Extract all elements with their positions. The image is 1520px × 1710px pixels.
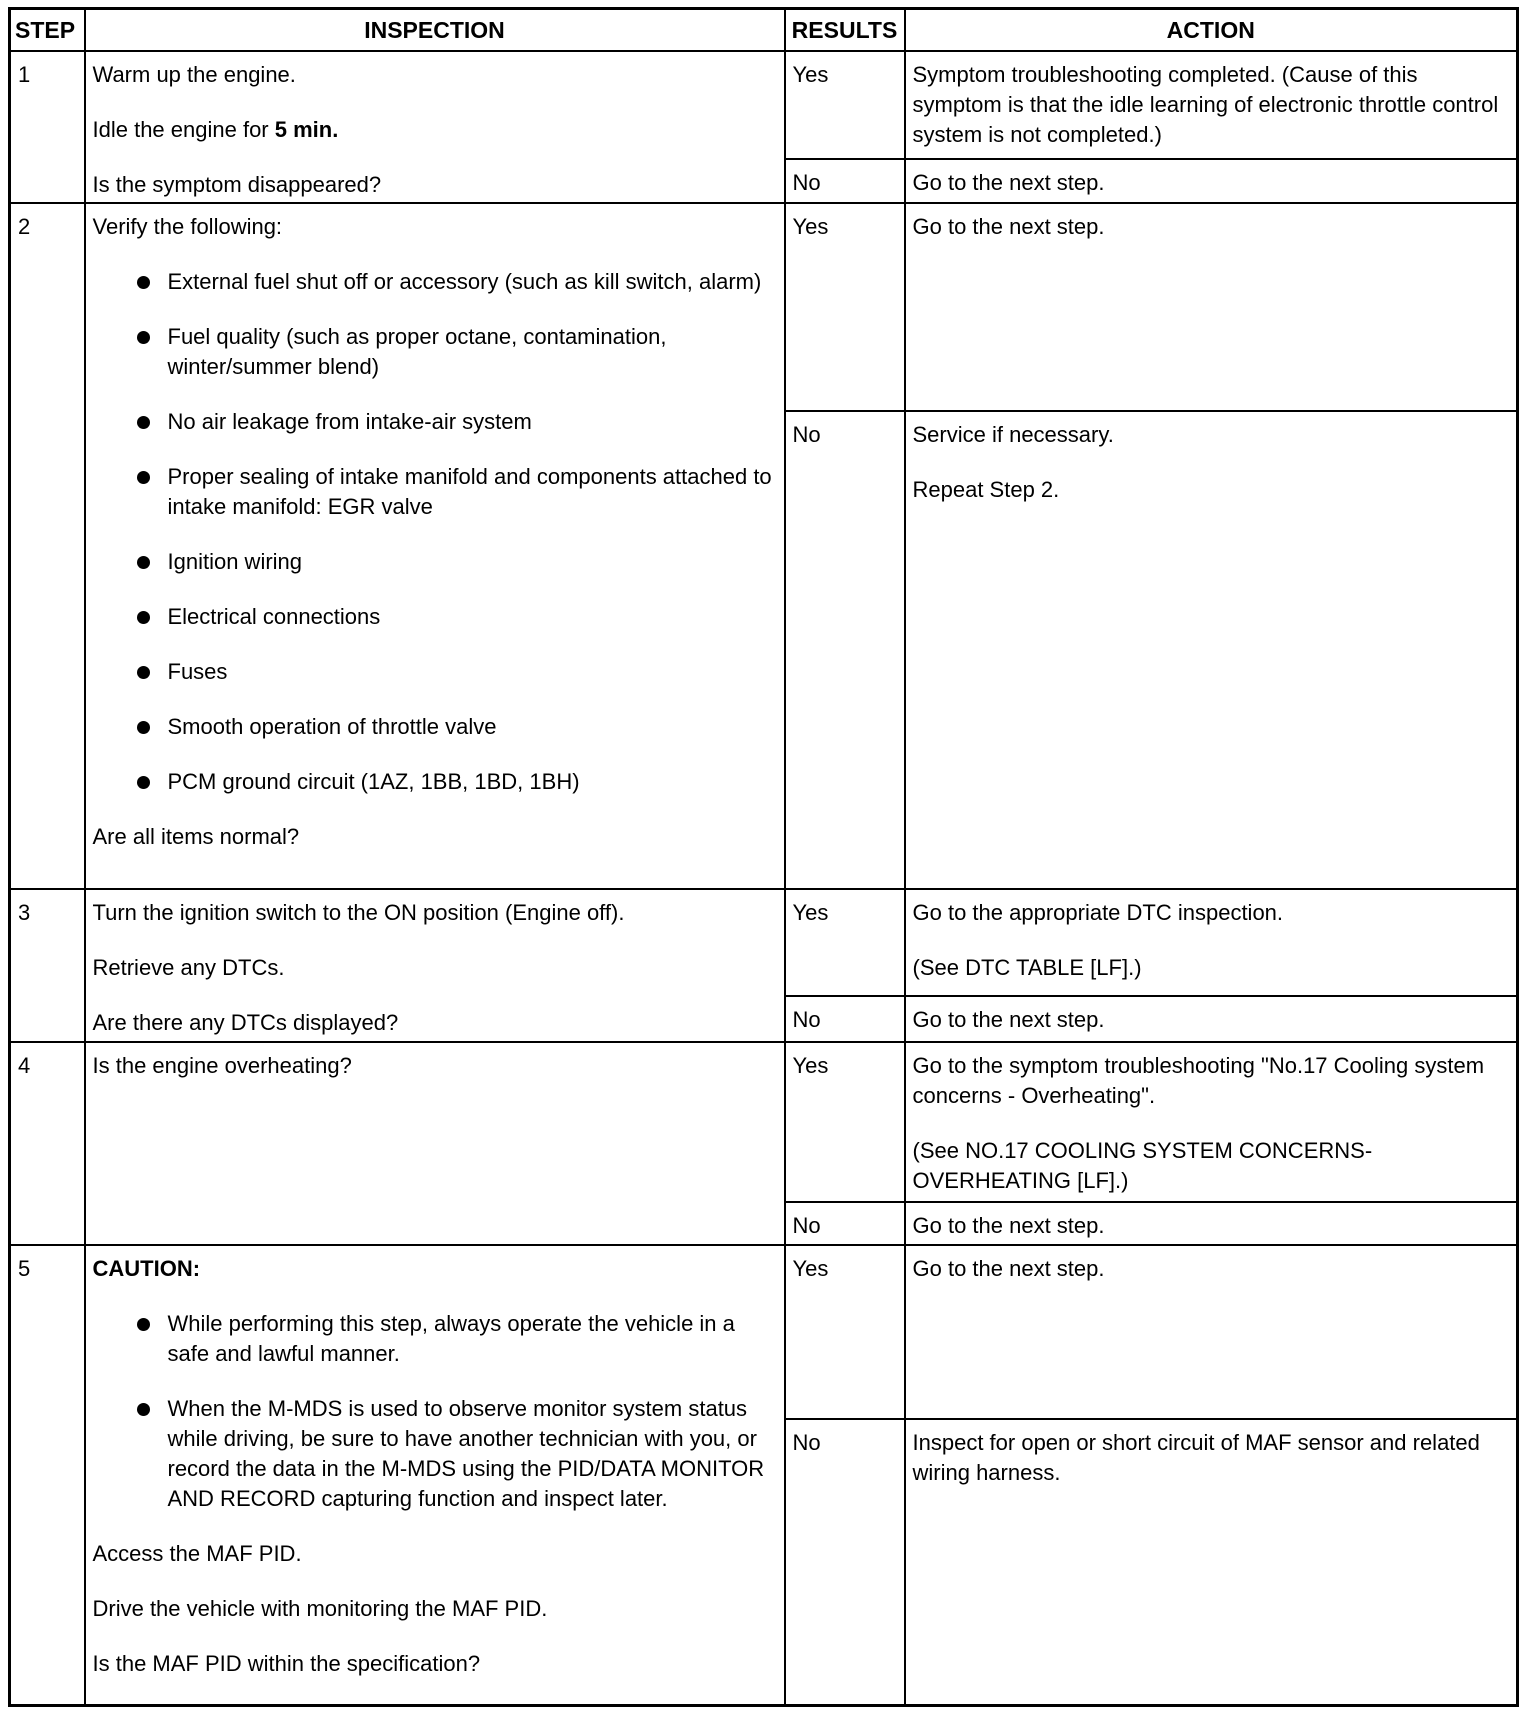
bullet-icon (137, 721, 150, 734)
list-item: Ignition wiring (93, 547, 777, 577)
inspection-cell (85, 1245, 785, 1706)
inspection-text-prefix: Idle the engine for (92, 116, 275, 142)
inspection-question: Is the engine overheating? (92, 1052, 352, 1078)
inspection-text (93, 115, 777, 145)
step-number: 4 (10, 1042, 85, 1245)
action-text: Go to the next step. (905, 1202, 1518, 1245)
action-text: Go to the next step. (905, 159, 1518, 202)
action-text: Go to the appropriate DTC inspection. (912, 899, 1284, 925)
action-cell (905, 889, 1518, 996)
inspection-question: Is the MAF PID within the specification? (92, 1650, 481, 1676)
list-item: When the M-MDS is used to observe monitor system status while driving, be sure to have another technician with you, or record the data in the M-MDS using the PID/DATA MONITOR AND RECORD capturing function and inspect later. (93, 1394, 777, 1514)
inspection-cell (85, 51, 785, 203)
result-yes: Yes (785, 1042, 905, 1202)
caution-label: CAUTION: (92, 1255, 201, 1281)
bullet-icon (137, 331, 150, 344)
caution-list (93, 1309, 777, 1514)
action-text: (See DTC TABLE [LF].) (912, 954, 1142, 980)
bullet-icon (137, 1403, 150, 1416)
header-step: STEP (10, 9, 85, 51)
step-number: 1 (10, 51, 85, 203)
inspection-text: Drive the vehicle with monitoring the MAF PID. (92, 1595, 548, 1621)
inspection-text: Warm up the engine. (92, 61, 296, 87)
table-row (10, 203, 1518, 411)
table-row (10, 51, 1518, 160)
list-item: Proper sealing of intake manifold and components attached to intake manifold: EGR valve (93, 462, 777, 522)
troubleshooting-table (8, 7, 1519, 1707)
result-yes: Yes (785, 203, 905, 411)
list-item: Electrical connections (93, 602, 777, 632)
result-no: No (785, 159, 905, 202)
header-inspection: INSPECTION (85, 9, 785, 51)
action-text: Go to the symptom troubleshooting "No.17 Cooling system concerns - Overheating". (912, 1052, 1485, 1108)
result-no: No (785, 996, 905, 1042)
result-no: No (785, 411, 905, 889)
action-text: Go to the next step. (905, 1245, 1518, 1419)
action-cell (905, 411, 1518, 889)
header-action: ACTION (905, 9, 1518, 51)
inspection-cell (85, 1042, 785, 1245)
list-item: PCM ground circuit (1AZ, 1BB, 1BD, 1BH) (93, 767, 777, 797)
list-item: No air leakage from intake-air system (93, 407, 777, 437)
inspection-text: Verify the following: (92, 213, 283, 239)
action-text: Service if necessary. (912, 421, 1114, 447)
inspection-text: Access the MAF PID. (92, 1540, 302, 1566)
list-item: While performing this step, always operate the vehicle in a safe and lawful manner. (93, 1309, 777, 1369)
action-text: Go to the next step. (905, 996, 1518, 1042)
result-no: No (785, 1419, 905, 1706)
bullet-icon (137, 471, 150, 484)
bullet-icon (137, 611, 150, 624)
bullet-icon (137, 666, 150, 679)
inspection-question: Are all items normal? (92, 823, 300, 849)
list-item: External fuel shut off or accessory (such as kill switch, alarm) (93, 267, 777, 297)
bullet-icon (137, 556, 150, 569)
inspection-cell (85, 203, 785, 889)
result-yes: Yes (785, 51, 905, 160)
table-row (10, 1245, 1518, 1419)
result-yes: Yes (785, 889, 905, 996)
list-item: Smooth operation of throttle valve (93, 712, 777, 742)
table-row (10, 1042, 1518, 1202)
bullet-icon (137, 276, 150, 289)
action-text: Symptom troubleshooting completed. (Cause of this symptom is that the idle learning of electronic throttle control system is not completed.) (905, 51, 1518, 160)
action-text: Repeat Step 2. (912, 476, 1060, 502)
step-number: 3 (10, 889, 85, 1042)
step-number: 5 (10, 1245, 85, 1706)
inspection-cell (85, 889, 785, 1042)
inspection-bold-value: 5 min. (274, 116, 339, 142)
checklist (93, 267, 777, 797)
inspection-text: Turn the ignition switch to the ON position (Engine off). (92, 899, 625, 925)
inspection-question: Is the symptom disappeared? (92, 171, 382, 197)
action-text: Inspect for open or short circuit of MAF sensor and related wiring harness. (905, 1419, 1518, 1706)
result-yes: Yes (785, 1245, 905, 1419)
result-no: No (785, 1202, 905, 1245)
inspection-question: Are there any DTCs displayed? (92, 1009, 399, 1035)
action-text: (See NO.17 COOLING SYSTEM CONCERNS-OVERHEATING [LF].) (912, 1137, 1373, 1193)
bullet-icon (137, 416, 150, 429)
list-item: Fuses (93, 657, 777, 687)
step-number: 2 (10, 203, 85, 889)
table-row (10, 889, 1518, 996)
bullet-icon (137, 776, 150, 789)
inspection-text: Retrieve any DTCs. (92, 954, 285, 980)
action-cell (905, 1042, 1518, 1202)
bullet-icon (137, 1318, 150, 1331)
header-row (10, 9, 1518, 51)
action-text: Go to the next step. (905, 203, 1518, 411)
header-results: RESULTS (785, 9, 905, 51)
list-item: Fuel quality (such as proper octane, contamination, winter/summer blend) (93, 322, 777, 382)
